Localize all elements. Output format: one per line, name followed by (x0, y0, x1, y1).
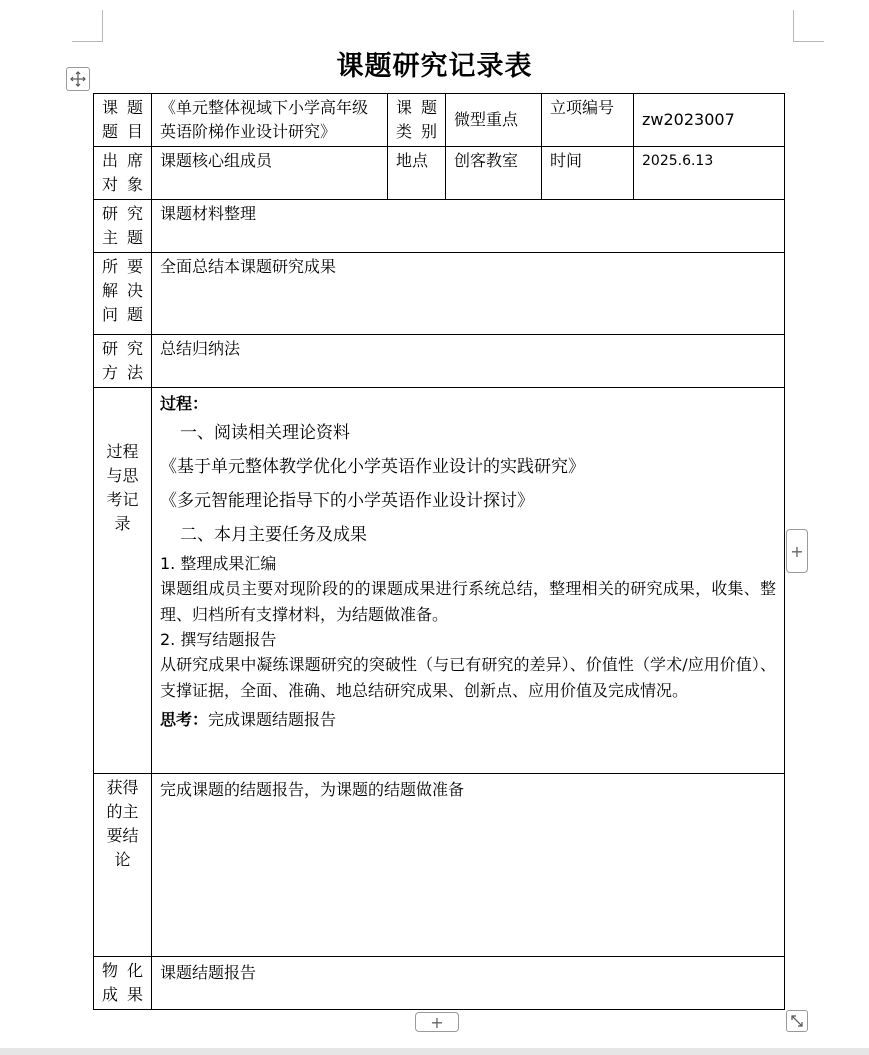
conclusion-label: 获得的主要结论 (94, 774, 152, 957)
conclusion-value[interactable]: 完成课题的结题报告，为课题的结题做准备 (152, 774, 785, 957)
process-item-1-body: 课题组成员主要对现阶段的的课题成果进行系统总结，整理相关的研究成果，收集、整理、归档所有支撑材料，为结题做准备。 (160, 579, 776, 624)
problem-value[interactable]: 全面总结本课题研究成果 (152, 253, 785, 335)
table-row (94, 94, 785, 147)
theme-value[interactable]: 课题材料整理 (152, 200, 785, 253)
material-value[interactable]: 课题结题报告 (152, 957, 785, 1010)
time-value[interactable]: 2025.6.13 (634, 147, 785, 200)
category-value[interactable]: 微型重点 (446, 94, 542, 147)
process-section-1: 一、阅读相关理论资料 (180, 423, 350, 443)
process-content[interactable] (152, 388, 785, 774)
item-1-number: 1. (160, 554, 176, 573)
theme-label: 研究主题 (94, 200, 152, 253)
method-label: 研究方法 (94, 335, 152, 388)
attendees-value[interactable]: 课题核心组成员 (152, 147, 388, 200)
process-section-2: 二、本月主要任务及成果 (180, 525, 367, 545)
crop-mark-top-left (72, 10, 103, 42)
time-label: 时间 (542, 147, 634, 200)
table-row (94, 200, 785, 253)
location-label: 地点 (388, 147, 446, 200)
category-label: 课题类别 (388, 94, 446, 147)
table-row (94, 253, 785, 335)
problem-label: 所要解决问题 (94, 253, 152, 335)
crop-mark-top-right (793, 10, 824, 42)
topic-value[interactable]: 《单元整体视域下小学高年级英语阶梯作业设计研究》 (152, 94, 388, 147)
table-resize-handle[interactable] (786, 1010, 808, 1032)
table-row (94, 388, 785, 774)
project-no-value[interactable]: zw2023007 (634, 94, 785, 147)
table-row (94, 335, 785, 388)
table-row (94, 774, 785, 957)
material-label: 物化成果 (94, 957, 152, 1010)
process-item-1-title: 1. 整理成果汇编 (160, 554, 277, 573)
process-book-1: 《基于单元整体教学优化小学英语作业设计的实践研究》 (160, 457, 585, 477)
process-item-2-body: 从研究成果中凝练课题研究的突破性（与已有研究的差异）、价值性（学术/应用价值）、支撑证据，全面、准确、地总结研究成果、创新点、应用价值及完成情况。 (160, 655, 776, 700)
add-row-button[interactable]: + (415, 1012, 459, 1032)
thinking-value: 完成课题结题报告 (208, 710, 337, 729)
document-title: 课题研究记录表 (336, 51, 533, 82)
record-table (93, 93, 785, 1010)
item-2-number: 2. (160, 630, 176, 649)
bottom-status-strip (0, 1048, 869, 1055)
process-book-2: 《多元智能理论指导下的小学英语作业设计探讨》 (160, 491, 534, 511)
attendees-label: 出席对象 (94, 147, 152, 200)
table-row (94, 957, 785, 1010)
process-heading: 过程： (160, 394, 209, 413)
process-item-2-title: 2. 撰写结题报告 (160, 630, 277, 649)
project-no-label: 立项编号 (542, 94, 634, 147)
table-row (94, 147, 785, 200)
location-value[interactable]: 创客教室 (446, 147, 542, 200)
topic-label: 课题题目 (94, 94, 152, 147)
method-value[interactable]: 总结归纳法 (152, 335, 785, 388)
add-column-button[interactable]: + (786, 529, 808, 573)
process-thinking (160, 708, 776, 732)
thinking-label: 思考： (160, 710, 209, 729)
resize-icon (790, 1014, 804, 1028)
process-label: 过程与思考记录 (94, 388, 152, 774)
